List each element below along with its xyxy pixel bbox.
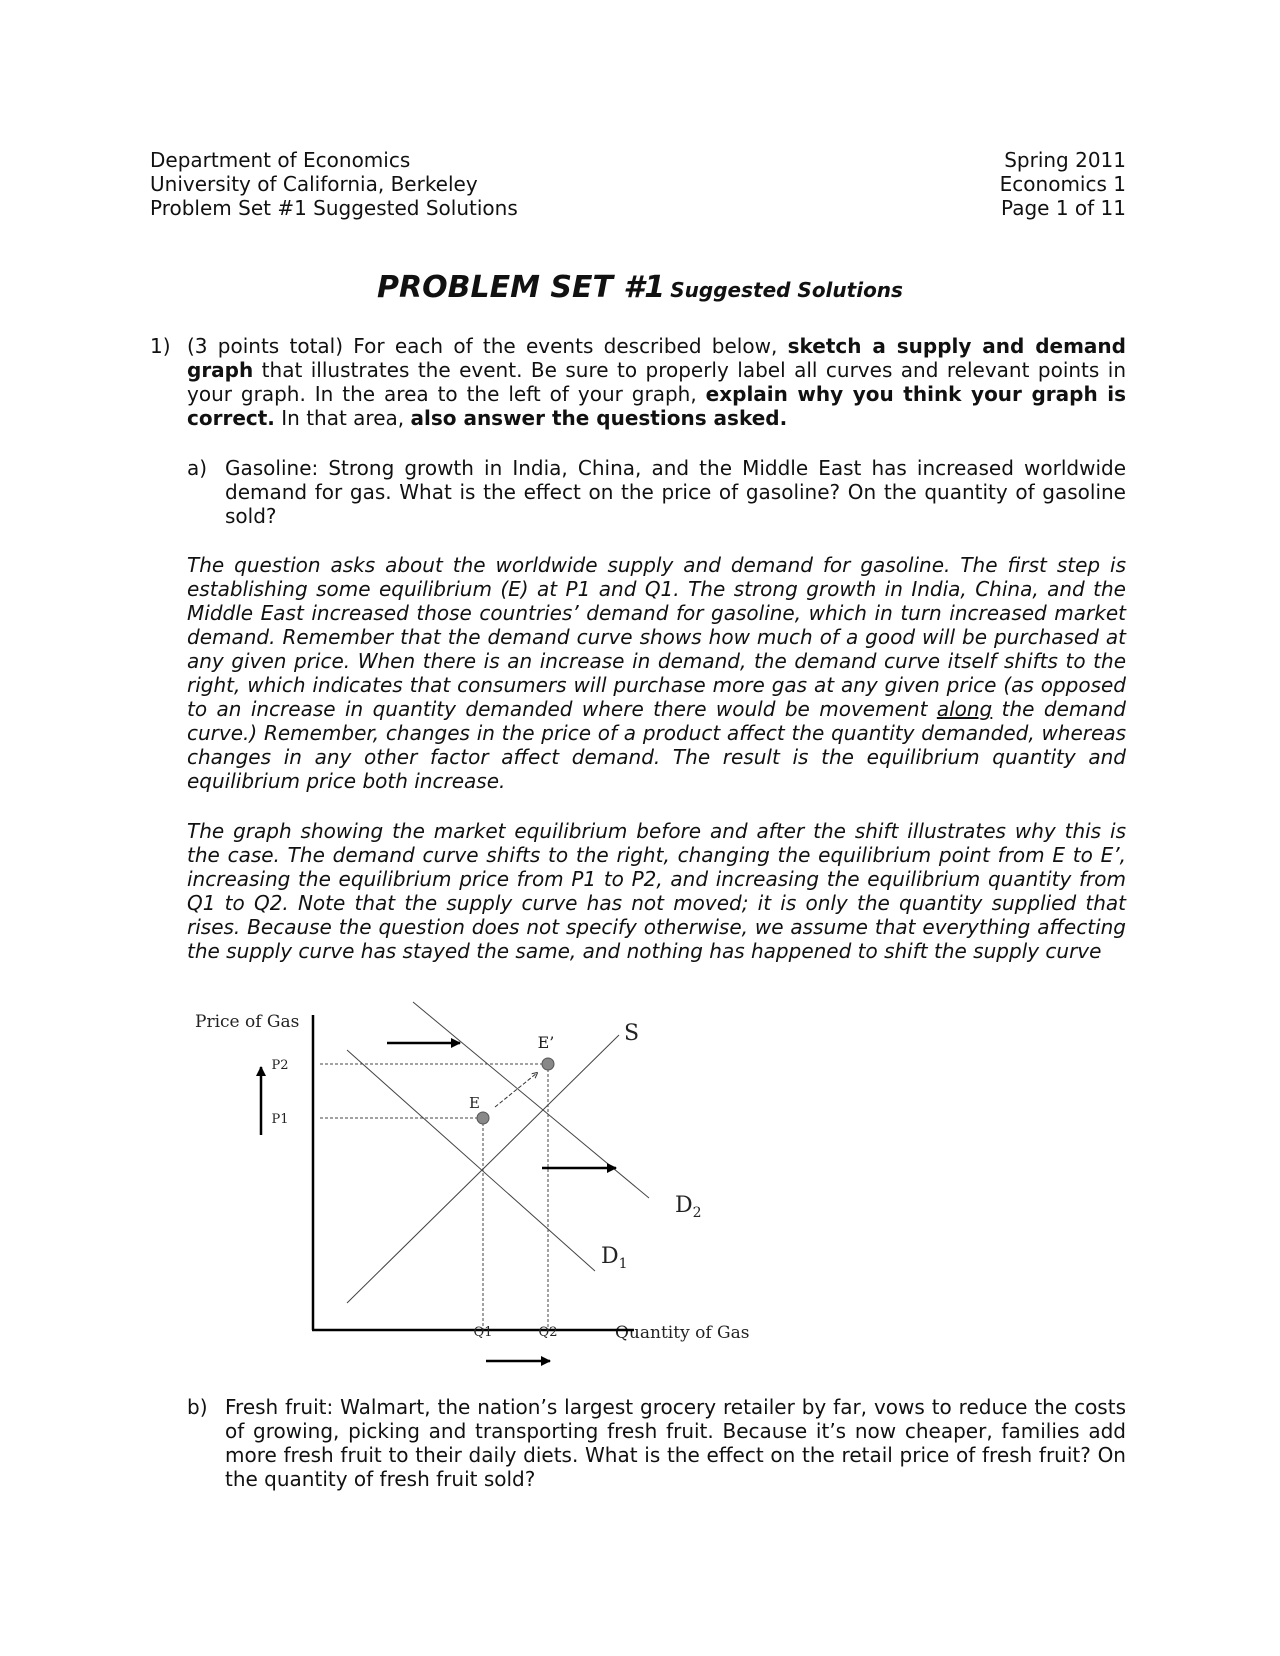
equilibrium-point-e-prime: [542, 1058, 554, 1070]
header-doc-title: Problem Set #1 Suggested Solutions: [150, 196, 518, 220]
title-sub: Suggested Solutions: [670, 278, 903, 302]
d2-subscript: 2: [692, 1205, 702, 1221]
header-university: University of California, Berkeley: [150, 172, 478, 196]
label-demand-2: [675, 1193, 702, 1221]
q1-text-part: (3 points total) For each of the events described below,: [187, 334, 788, 358]
q1-bold-part: sketch a supply and demand graph: [187, 334, 1126, 382]
header-left: [150, 148, 518, 220]
label-supply: S: [624, 1021, 640, 1046]
answer-text-part: The question asks about the worldwide supply and demand for gasoline. The first step is establishing some equilibrium (E) at P1 and Q1. The strong growth in India, China, and the Middle East increased those countries’ demand for gasoline, which in turn increased market demand. Remember that the demand curve shows how much of a good will be purchased at any given price. When there is an increase in demand, the demand curve itself shifts to the right, which indicates that consumers will purchase more gas at any given price (as opposed to an increase in quantity demanded where there would be movement: [187, 553, 1126, 721]
title-main: PROBLEM SET #1: [377, 270, 666, 305]
label-p2: P2: [271, 1058, 289, 1073]
label-e-prime: E’: [537, 1033, 555, 1052]
demand-curve-d1: [347, 1050, 595, 1271]
d1-subscript: 1: [618, 1256, 628, 1272]
question-1-number: 1): [150, 334, 171, 358]
header-term: Spring 2011: [1004, 148, 1126, 172]
label-p1: P1: [271, 1112, 289, 1127]
header-page-number: Page 1 of 11: [1001, 196, 1126, 220]
label-e: E: [469, 1094, 480, 1112]
question-b-number: b): [187, 1395, 208, 1419]
x-axis-label: Quantity of Gas: [615, 1323, 750, 1343]
y-axis-label: Price of Gas: [195, 1012, 300, 1032]
question-a-text: Gasoline: Strong growth in India, China, and the Middle East has increased worldwide demand for gas. What is the effect on the price of gasoline? On the quantity of gasoline sold?: [225, 456, 1126, 528]
label-q2: Q2: [538, 1325, 558, 1340]
answer-paragraph-2: The graph showing the market equilibrium before and after the shift illustrates why this is the case. The demand curve shifts to the right, changing the equilibrium point from E to E’, increasing the equilibrium price from P1 to P2, and increasing the equilibrium quantity from Q1 to Q2. Note that the supply curve has not moved; it is only the quantity supplied that rises. Because the question does not specify otherwise, we assume that everything affecting the supply curve has stayed the same, and nothing has happened to shift the supply curve: [187, 819, 1126, 963]
equilibrium-movement-arrow: [495, 1073, 537, 1107]
header-course: Economics 1: [999, 172, 1126, 196]
q1-bold-part: explain why you think your graph is correct.: [187, 382, 1126, 430]
d2-letter: D: [675, 1193, 693, 1218]
label-demand-1: [601, 1244, 628, 1272]
answer-underlined-word: along: [936, 697, 993, 721]
q1-bold-part: also answer the questions asked.: [410, 406, 788, 430]
equilibrium-point-e: [477, 1112, 489, 1124]
question-a-number: a): [187, 456, 208, 480]
answer-paragraph-1: [187, 553, 1126, 793]
header-right: [1000, 148, 1126, 220]
q1-text-part: that illustrates the event. Be sure to properly label all curves and relevant points in your graph. In the area to the left of your graph,: [187, 358, 1126, 406]
page-title: [0, 270, 1280, 305]
question-1-text: [187, 334, 1126, 430]
q1-text-part: In that area,: [274, 406, 411, 430]
header-department: Department of Economics: [150, 148, 411, 172]
question-b-text: Fresh fruit: Walmart, the nation’s largest grocery retailer by far, vows to reduce the costs of growing, picking and transporting fresh fruit. Because it’s now cheaper, families add more fresh fruit to their daily diets. What is the effect on the retail price of fresh fruit? On the quantity of fresh fruit sold?: [225, 1395, 1126, 1491]
answer-text-part: the demand curve.) Remember, changes in the price of a product affect the quantity demanded, whereas changes in any other factor affect demand. The result is the equilibrium quantity and equilibrium price both increase.: [187, 697, 1126, 793]
d1-letter: D: [601, 1244, 619, 1269]
label-q1: Q1: [473, 1325, 493, 1340]
supply-demand-graph: [180, 995, 780, 1380]
